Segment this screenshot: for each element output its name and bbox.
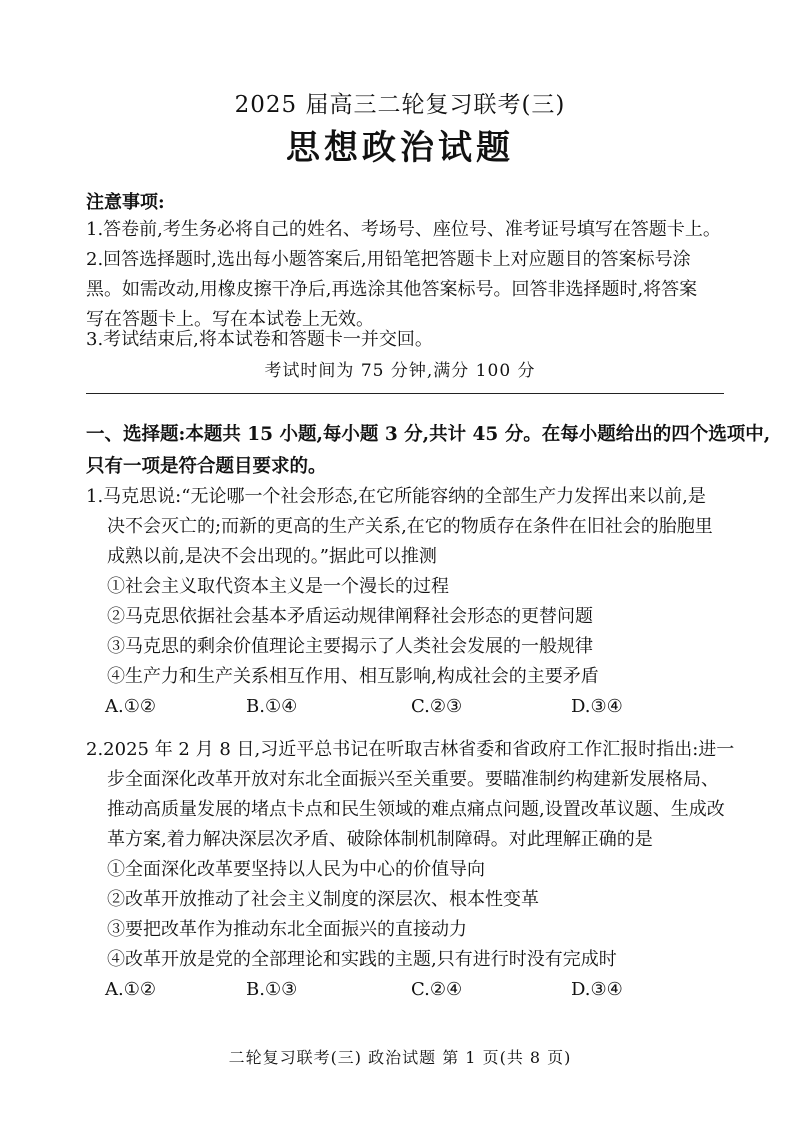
choice-c: C.②③ xyxy=(411,696,463,717)
notice-item-2-line: 黑。如需改动,用橡皮擦干净后,再选涂其他答案标号。回答非选择题时,将答案 xyxy=(86,279,698,300)
question-stem-line: 成熟以前,是决不会出现的。”据此可以推测 xyxy=(107,546,437,567)
statement-4: ④生产力和生产关系相互作用、相互影响,构成社会的主要矛盾 xyxy=(107,666,599,687)
question-stem-line: 2.2025 年 2 月 8 日,习近平总书记在听取吉林省委和省政府工作汇报时指出:进一 xyxy=(86,739,735,760)
answer-choices xyxy=(86,692,746,722)
statement-3: ③马克思的剩余价值理论主要揭示了人类社会发展的一般规律 xyxy=(107,636,593,657)
exam-title: 思想政治试题 xyxy=(286,128,514,168)
notice-item-1: 1.答卷前,考生务必将自己的姓名、考场号、座位号、准考证号填写在答题卡上。 xyxy=(86,219,721,240)
choice-d: D.③④ xyxy=(571,696,623,717)
question-stem-line: 推动高质量发展的堵点卡点和民生领域的难点痛点问题,设置改革议题、生成改 xyxy=(107,799,725,820)
notice-item-3: 3.考试结束后,将本试卷和答题卡一并交回。 xyxy=(86,329,433,350)
question-stem-line: 1.马克思说:“无论哪一个社会形态,在它所能容纳的全部生产力发挥出来以前,是 xyxy=(86,486,706,507)
question-stem-line: 步全面深化改革开放对东北全面振兴至关重要。要瞄准制约构建新发展格局、 xyxy=(107,769,719,790)
choice-b: B.①③ xyxy=(246,979,298,1000)
question-stem-line: 革方案,着力解决深层次矛盾、破除体制机制障碍。对此理解正确的是 xyxy=(107,829,653,850)
choice-b: B.①④ xyxy=(246,696,298,717)
choice-a: A.①② xyxy=(105,979,156,1000)
notice-item-2-line: 写在答题卡上。写在本试卷上无效。 xyxy=(86,309,374,330)
statement-2: ②改革开放推动了社会主义制度的深层次、根本性变革 xyxy=(107,889,539,910)
question-1 xyxy=(86,482,746,722)
choice-d: D.③④ xyxy=(571,979,623,1000)
statement-1: ①全面深化改革要坚持以人民为中心的价值导向 xyxy=(107,859,485,880)
statement-4: ④改革开放是党的全部理论和实践的主题,只有进行时没有完成时 xyxy=(107,949,617,970)
divider-line xyxy=(86,393,724,394)
notice-item-2-line: 2.回答选择题时,选出每小题答案后,用铅笔把答题卡上对应题目的答案标号涂 xyxy=(86,249,691,270)
question-stem-line: 决不会灭亡的;而新的更高的生产关系,在它的物质存在条件在旧社会的胎胞里 xyxy=(107,516,713,537)
exam-time-score: 考试时间为 75 分钟,满分 100 分 xyxy=(264,361,536,381)
section-heading xyxy=(86,419,771,483)
notice-item-2 xyxy=(86,245,746,335)
choice-c: C.②④ xyxy=(411,979,463,1000)
notice-heading: 注意事项: xyxy=(86,192,165,213)
choice-a: A.①② xyxy=(105,696,156,717)
question-2 xyxy=(86,735,746,1005)
statement-3: ③要把改革作为推动东北全面振兴的直接动力 xyxy=(107,919,467,940)
statement-1: ①社会主义取代资本主义是一个漫长的过程 xyxy=(107,576,449,597)
statement-2: ②马克思依据社会基本矛盾运动规律阐释社会形态的更替问题 xyxy=(107,606,593,627)
page-footer: 二轮复习联考(三) 政治试题 第 1 页(共 8 页) xyxy=(228,1048,572,1067)
section-heading-line: 一、选择题:本题共 15 小题,每小题 3 分,共计 45 分。在每小题给出的四个选项中, xyxy=(86,424,771,445)
exam-subtitle: 2025 届高三二轮复习联考(三) xyxy=(234,92,566,118)
answer-choices xyxy=(86,975,746,1005)
section-heading-line: 只有一项是符合题目要求的。 xyxy=(86,456,327,477)
